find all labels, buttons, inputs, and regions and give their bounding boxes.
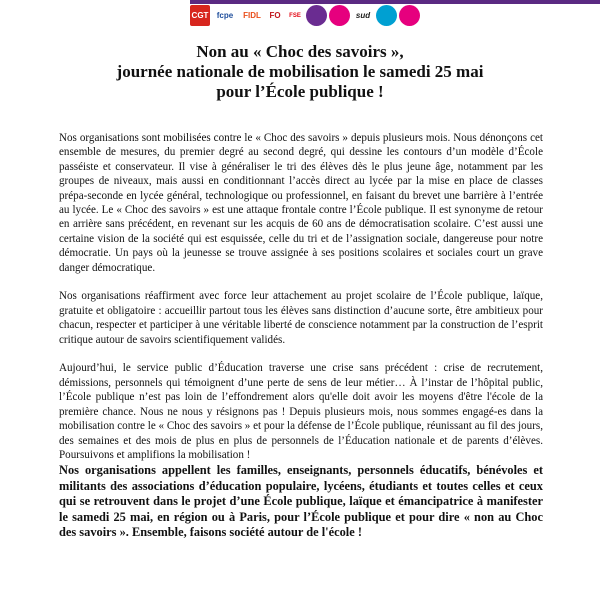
sud-logo: sud [352,5,374,26]
paragraph: Nos organisations réaffirment avec force leur attachement au projet scolaire de l’École publique, laïque, gratuite et obligatoire : accueillir partout tous les élèves sans distinction d’aucune sorte, être ambitieux pour chacun, respecter et participer à une véritable liberté de conscience notamment par la construction de l’esprit critique autour de savoirs scientifiquement validés. [59,290,543,346]
closing-call [59,463,543,541]
body-text [59,131,543,477]
fo-logo: FO [266,5,284,26]
closing-paragraph: Nos organisations appellent les familles, enseignants, personnels éducatifs, bénévoles et militants des associations d’éducation populaire, lycéens, étudiants et toutes celles et ceux qui se retrouvent dans le projet d’une École publique, laïque et émancipatrice à manifester le samedi 25 mai, en région ou à Paris, pour l’École publique et pour dire « non au Choc des savoirs ». Ensemble, faisons société autour de l'école ! [59,463,543,540]
mouvement-logo [306,5,327,26]
paragraph: Aujourd’hui, le service public d’Éducation traverse une crise sans précédent : crise de recrutement, démissions, personnels qui témoignent d’une perte de sens de leur métier… À l’instar de l’hôpital public, l’École publique n’est pas loin de l’effondrement alors qu'elle doit avoir les moyens d'être l'école de la première chance. Nous ne nous y résignons pas ! Depuis plusieurs mois, nous sommes engagé-es dans la mobilisation contre le « Choc des savoirs » et pour la défense de l’École publique, réunissant au fil des jours, des semaines et des mois de plus en plus de personnels de l’Éducation nationale et de parents d’élèves. Poursuivons et amplifions la mobilisation ! [59,362,543,461]
paragraph: Nos organisations sont mobilisées contre le « Choc des savoirs » depuis plusieurs mois. Nous dénonçons cet ensemble de mesures, du premier degré au second degré, qui dessine les contours d’un modèle d’École passéiste et conservateur. Il vise à généraliser le tri des élèves dès le plus jeune âge, notamment par les groupes de niveaux, mais aussi en conditionnant l’accès direct au lycée par la mise en place de classes prépa-seconde en lycée général, technologique ou professionnel, en faisant du brevet une barrière à l’entrée au lycée. Le « Choc des savoirs » est une attaque frontale contre l’École publique. Il est synonyme de retour en arrière sans précédent, en revenant sur les acquis de 60 ans de démocratisation scolaire. C’est aussi une certaine vision de la société qui est esquissée, celle du tri et de l’assignation sociale, dangereuse pour notre démocratie. Un pays où la jeunesse se trouve assignée à ses positions scolaires et sociales court un grave danger démocratique. [59,132,543,274]
fidl-logo: FIDL [240,5,264,26]
title-line-1: Non au « Choc des savoirs », [196,42,404,61]
un-logo [399,5,420,26]
open-ciel-logo [329,5,350,26]
title-line-2: journée nationale de mobilisation le samedi 25 mai [116,62,484,81]
fcpe-logo: fcpe [212,5,238,26]
cgt-logo: CGT [190,5,210,26]
logo-strip [190,4,428,27]
unsa-logo [376,5,397,26]
document-title [80,42,520,102]
fse-logo: FSE [286,5,304,26]
title-line-3: pour l’École publique ! [216,82,384,101]
